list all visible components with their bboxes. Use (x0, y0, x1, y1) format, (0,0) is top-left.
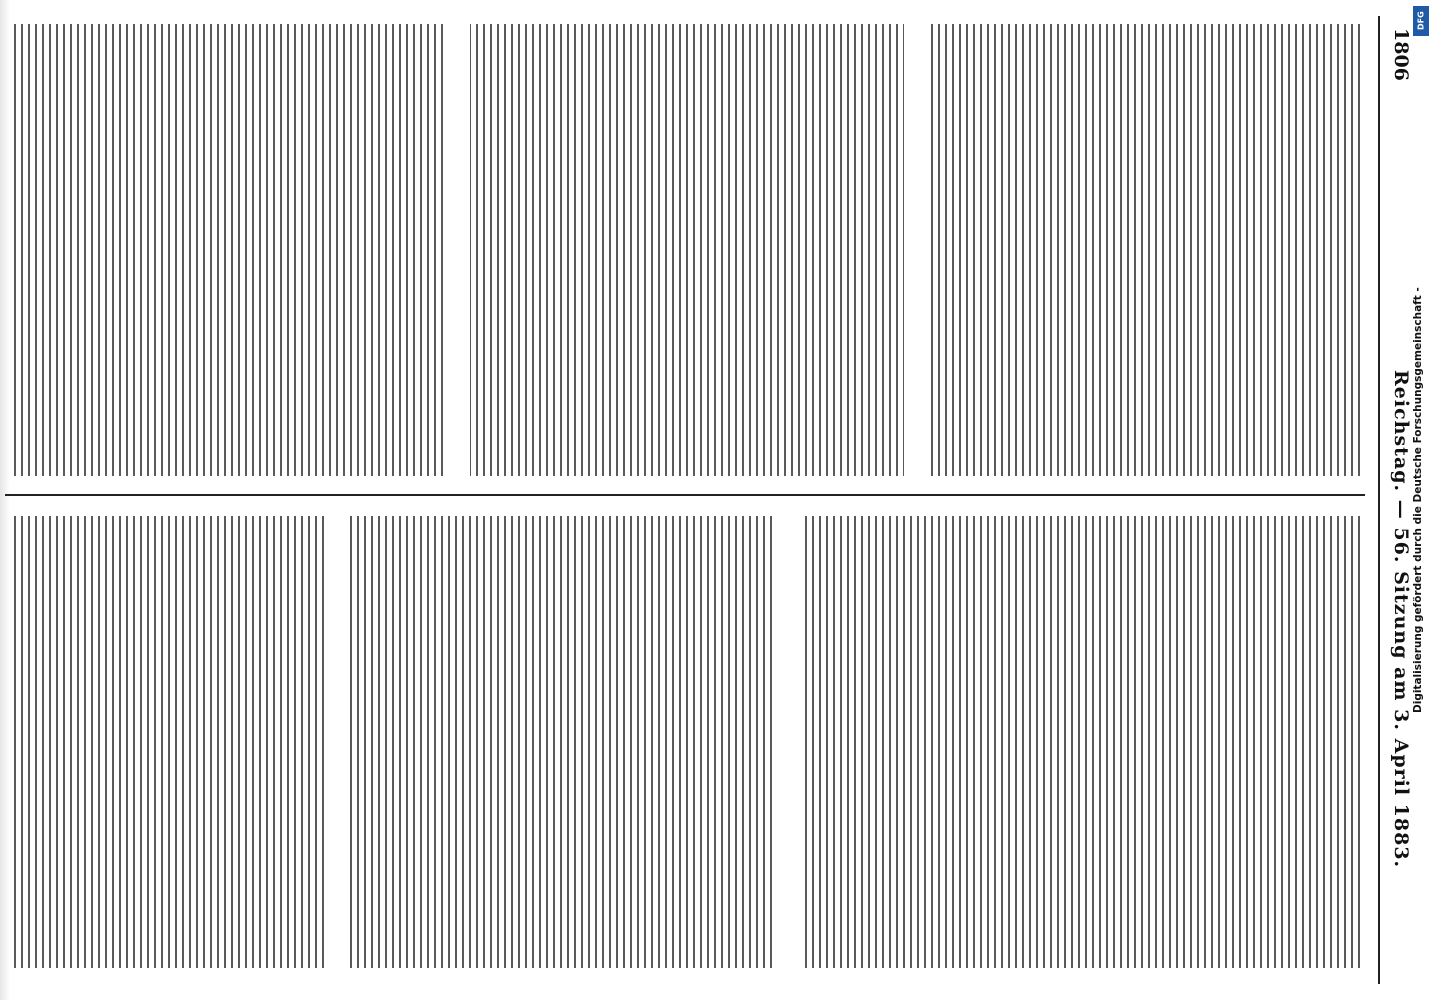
digitization-credit: Digitalisierung gefördert durch die Deutsche Forschungsgemeinschaft - (1412, 287, 1424, 713)
paragraph-gap (774, 516, 800, 968)
paragraph-gap (904, 24, 930, 476)
page-title: Reichstag. — 56. Sitzung am 3. April 1883. (1390, 370, 1412, 869)
header-rule (1378, 16, 1380, 984)
text-column-right (10, 516, 1360, 968)
column-divider (5, 494, 1365, 496)
dfg-logo: DFG (1413, 6, 1429, 36)
page-number: 1806 (1390, 28, 1412, 81)
paragraph-gap (324, 516, 350, 968)
paragraph-gap (444, 24, 470, 476)
rotated-page-content (0, 10, 1420, 990)
text-column-left (10, 24, 1360, 476)
